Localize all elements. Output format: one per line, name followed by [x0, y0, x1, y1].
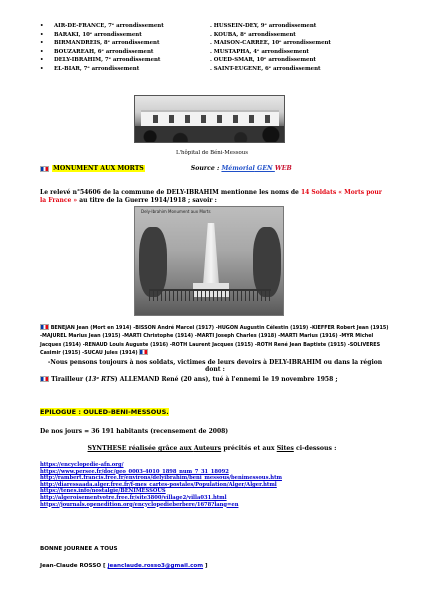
french-flag-icon: [40, 376, 49, 382]
source-link-7[interactable]: https://journals.openedition.org/encyclopedieberbere/1678?lang=en: [40, 501, 239, 508]
memorial-photo-title: Dely-Ibrahim Monument aux Morts: [141, 209, 211, 214]
photo-caption: L'hôpital de Béni-Messous: [175, 150, 249, 156]
district-left: BARAKI, 10ᵉ arrondissement: [54, 31, 142, 38]
source-link-3[interactable]: http://rambert.francis.free.fr/environs/delyibrahim/beni_messous/benimessous.htm: [40, 475, 282, 482]
epilogue-heading: EPILOGUE : OULED-BENI-MESSOUS.: [40, 408, 169, 416]
releve-paragraph: Le relevé n°54606 de la commune de DELY-IBRAHIM mentionne les noms de 14 Soldats « Morts pour la France » au titre de la Guerre 1914/1918 ; savoir :: [40, 189, 382, 204]
district-left: BIRMANDREIS, 8ᵉ arrondissement: [54, 40, 160, 47]
bullet-icon: •: [40, 23, 44, 29]
district-row: [40, 56, 400, 65]
district-right: . KOUBA, 8ᵉ arrondissement: [210, 31, 296, 38]
district-right: . SAINT-EUGENE, 6ᵉ arrondissement: [210, 65, 321, 72]
district-row: [40, 39, 400, 48]
source-link-1[interactable]: https://encyclopedie-afn.org/: [40, 462, 124, 468]
bullet-icon: •: [40, 48, 44, 55]
source-links: [40, 462, 400, 508]
source-link-5[interactable]: https://tenes.info/nostalgie/BENIMESSOUS: [40, 488, 166, 495]
district-row: [40, 22, 400, 31]
bullet-icon: •: [40, 40, 44, 47]
closing-greeting: BONNE JOURNEE A TOUS: [40, 546, 118, 552]
bullet-icon: •: [40, 65, 44, 72]
signature: Jean-Claude ROSSO [ jeanclaude.rosso3@gmail.com ]: [40, 563, 208, 569]
district-left: DELY-IBRAHIM, 7ᵉ arrondissement: [54, 57, 161, 64]
french-flag-icon: [139, 349, 148, 355]
tirailleur-entry: Tirailleur (13ᵉ RTS) ALLEMAND René (20 ans), tué à l'ennemi le 19 novembre 1958 ;: [40, 376, 390, 383]
district-right: . MAISON-CARREE, 10ᵉ arrondissement: [210, 40, 331, 47]
monument-title: MONUMENT AUX MORTS: [53, 165, 144, 172]
source-link[interactable]: Mémorial: [221, 165, 255, 172]
district-left: EL-BIAR, 7ᵉ arrondissement: [54, 65, 140, 72]
hospital-photo: [134, 95, 285, 143]
district-right: . HUSSEIN-DEY, 9ᵉ arrondissement: [210, 23, 317, 29]
war-memorial-photo: [134, 206, 284, 316]
district-row: [40, 31, 400, 40]
bullet-icon: •: [40, 31, 44, 38]
source-link-2[interactable]: https://www.persee.fr/doc/geo_0003-4010_1898_num_7_31_18092: [40, 468, 229, 475]
synthese-line: SYNTHESE réalisée grâce aux Auteurs précités et aux Sites ci-dessous :: [87, 445, 337, 452]
district-list: [40, 22, 400, 74]
source-link-6[interactable]: http://algeroisementvotre.free.fr/site3800/village2/villa031.html: [40, 494, 227, 501]
monument-source: Source : Mémorial GEN WEB: [190, 165, 292, 172]
source-link-4[interactable]: http://diaressaada.alger.free.fr/f-mes_cartes-postales/Population/Alger/Alger.html: [40, 481, 277, 488]
population-text: De nos jours = 36 191 habitants (recensement de 2008): [40, 428, 229, 435]
french-flag-icon: [40, 324, 49, 330]
district-row: [40, 65, 400, 74]
releve-highlight: 14 Soldats « Morts pour la France »: [40, 189, 382, 204]
french-flag-icon: [40, 166, 49, 172]
remembrance-text: -Nous pensons toujours à nos soldats, victimes de leurs devoirs à DELY-IBRAHIM ou dans la région dont :: [47, 359, 383, 373]
district-right: . OUED-SMAR, 10ᵉ arrondissement: [210, 57, 316, 64]
monument-heading: [40, 165, 400, 172]
district-row: [40, 48, 400, 57]
soldiers-list: BENEJAN Jean (Mort en 1914) -BISSON André Marcel (1917) -HUGON Augustin Célestin (1919) -KIEFFER Robert Jean (1915) -MAJUREL Marius Jean (1915) -MARTI Christophe (1914) -MARTI Joseph Charles (1918) -MARTI Marius (1916) -MYR Michel Jacques (1914) -RENAUD Louis Auguste (1916) -ROTH Laurent Jacques (1915) -ROTH René Jean Baptiste (1915) -SOLIVERES Casimir (1915) -SUCAU Jules (1914): [40, 325, 389, 356]
district-right: . MUSTAPHA, 4ᵉ arrondissement: [210, 48, 309, 55]
district-left: BOUZAREAH, 6ᵉ arrondissement: [54, 48, 154, 55]
bullet-icon: •: [40, 57, 44, 64]
district-left: AIR-DE-FRANCE, 7ᵉ arrondissement: [54, 23, 164, 29]
email-link[interactable]: jeanclaude.rosso3@gmail.com: [107, 563, 204, 569]
